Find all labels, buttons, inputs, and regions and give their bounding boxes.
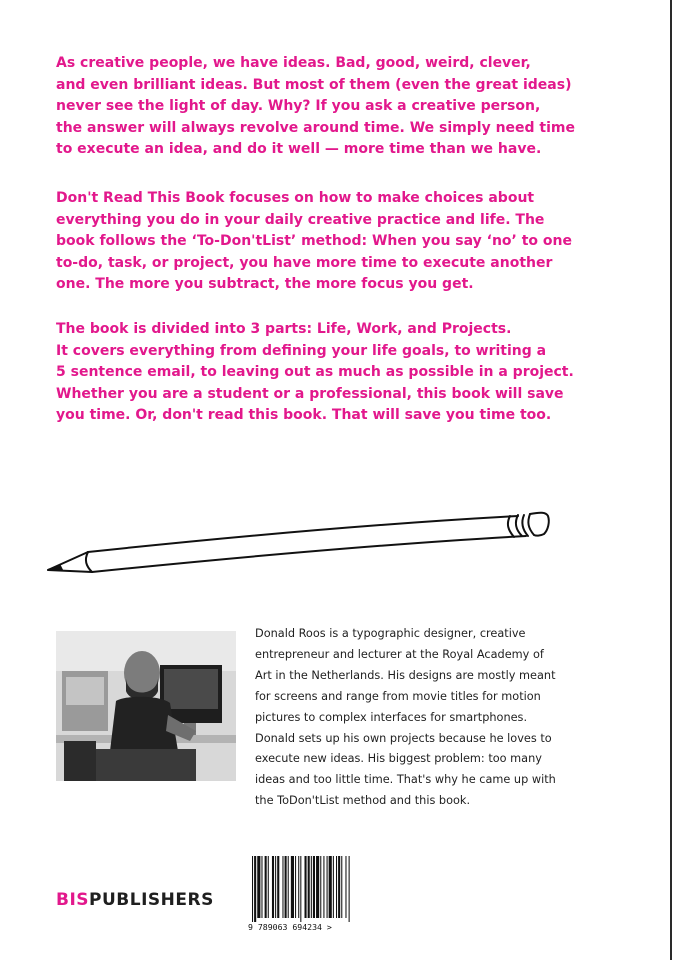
barcode-bar (257, 856, 260, 918)
pencil-illustration (40, 500, 560, 590)
barcode-bar (275, 856, 276, 918)
barcode-bar (285, 856, 287, 918)
barcode-bar (323, 856, 324, 918)
publisher-name: PUBLISHERS (89, 890, 214, 910)
barcode-bar (311, 856, 312, 918)
isbn-barcode (246, 854, 396, 934)
barcode-bar (272, 856, 274, 918)
barcode-bar (308, 856, 310, 918)
barcode-bar (338, 856, 340, 918)
barcode-bar (305, 856, 307, 918)
barcode-bar (265, 856, 267, 918)
barcode-bar (291, 856, 294, 918)
barcode-bar (333, 856, 334, 918)
blurb-paragraph-2: Don't Read This Book focuses on how to make choices about everything you do in your daily creative practice and life. The book follows the ‘To-Don'tList’ method: When you say ‘no’ to one to-do, task, or project, you have more time to execute another one. The more you subtract, the more focus you get. (56, 190, 572, 293)
barcode-bar (254, 856, 256, 922)
barcode-digits: 9 789063 694234 > (248, 922, 332, 932)
barcode-bar (288, 856, 289, 918)
barcode-bar (349, 856, 350, 922)
barcode-bar (336, 856, 337, 918)
author-bio: Donald Roos is a typographic designer, creative entrepreneur and lecturer at the Royal Academy of Art in the Netherlands. His designs are mostly meant for screens and range from movie titles for motion pictures to complex interfaces for smartphones. Donald sets up his own projects because he loves to execute new ideas. His biggest problem: too many ideas and too little time. That's why he came up with the ToDon'tList method and this book. (255, 627, 556, 808)
barcode-bar (277, 856, 279, 918)
barcode-bar (329, 856, 332, 918)
barcode-bar (345, 856, 346, 918)
barcode-bar (313, 856, 315, 918)
barcode-bar (282, 856, 283, 918)
barcode-bar (320, 856, 321, 918)
author-photo (56, 631, 236, 781)
barcode-bar (295, 856, 296, 918)
barcode-bar (261, 856, 262, 918)
barcode-bar (252, 856, 253, 922)
barcode-bar (268, 856, 269, 918)
barcode-bar (341, 856, 342, 918)
barcode-bar (298, 856, 299, 918)
barcode-bar (300, 856, 301, 922)
blurb-paragraph-3: The book is divided into 3 parts: Life, Work, and Projects. It covers everything from defining your life goals, to writing a 5 sentence email, to leaving out as much as possible in a project. Whether you are a student or a professional, this book will save you time. Or, don't read this book. That will save you time too. (56, 321, 574, 424)
barcode-bar (316, 856, 319, 918)
blurb-paragraph-1: As creative people, we have ideas. Bad, good, weird, clever, and even brilliant ideas. But most of them (even the great ideas) never see the light of day. Why? If you ask a creative person, the answer will always revolve around time. We simply need time to execute an idea, and do it well — more time than we have. (56, 55, 575, 158)
barcode-bar (327, 856, 328, 918)
publisher-logo (56, 890, 214, 910)
publisher-prefix: BIS (56, 890, 90, 910)
